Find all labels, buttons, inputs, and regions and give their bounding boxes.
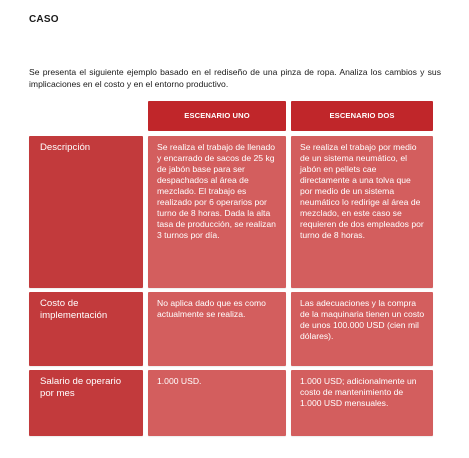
- cell-cost-scenario-two: Las adecuaciones y la compra de la maquinaria tienen un costo de unos 100.000 USD (cien mil dólares).: [291, 292, 433, 366]
- cell-description-scenario-one: Se realiza el trabajo de llenado y encarrado de sacos de 25 kg de jabón base para ser despachados al área de mezclado. El trabajo es realizado por 6 operarios por turno de 8 horas. Dada la alta tasa de producción, se realizan 3 turnos por día.: [148, 136, 286, 288]
- row-label-monthly-salary: Salario de operario por mes: [29, 370, 143, 436]
- row-label-description: Descripción: [29, 136, 143, 288]
- cell-salary-scenario-two: 1.000 USD; adicionalmente un costo de mantenimiento de 1.000 USD mensuales.: [291, 370, 433, 436]
- cell-description-scenario-two: Se realiza el trabajo por medio de un sistema neumático, el jabón en pellets cae directamente a una tolva que por medio de un sistema neumático lo redirige al área de mezclado, en este caso se requieren de dos empleados por turno de 8 horas.: [291, 136, 433, 288]
- case-title: CASO: [29, 14, 59, 25]
- table-header-row: [29, 101, 433, 131]
- cell-cost-scenario-one: No aplica dado que es como actualmente se realiza.: [148, 292, 286, 366]
- row-label-implementation-cost: Costo de implementación: [29, 292, 143, 366]
- case-intro-paragraph: Se presenta el siguiente ejemplo basado en el rediseño de una pinza de ropa. Analiza los cambios y sus implicaciones en el costo y en el entorno productivo.: [29, 67, 441, 89]
- cell-salary-scenario-one: 1.000 USD.: [148, 370, 286, 436]
- header-scenario-two: ESCENARIO DOS: [291, 101, 433, 131]
- header-scenario-one: ESCENARIO UNO: [148, 101, 286, 131]
